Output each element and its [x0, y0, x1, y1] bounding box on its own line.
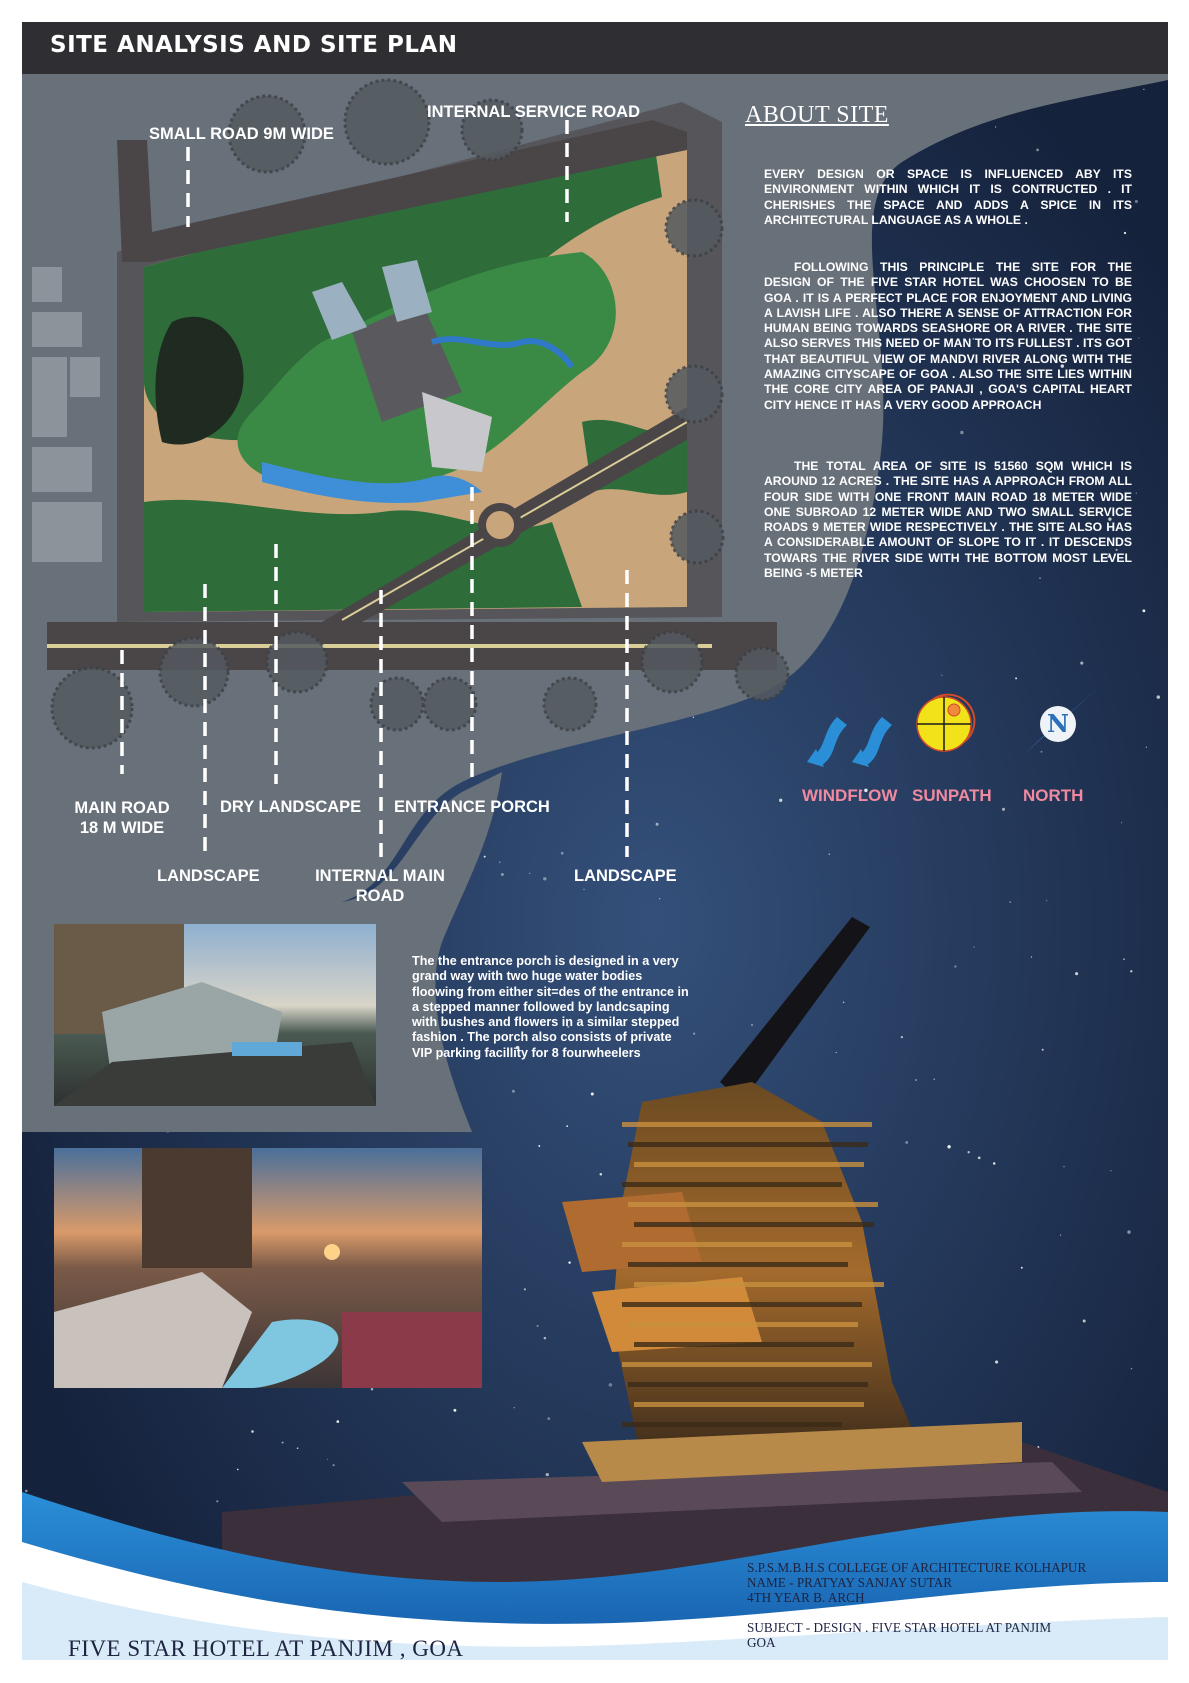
landscape-render-photo [54, 1148, 482, 1388]
page-title: SITE ANALYSIS AND SITE PLAN [50, 32, 458, 58]
college-name: S.P.S.M.B.H.S COLLEGE OF ARCHITECTURE KOLHAPUR [747, 1560, 1087, 1575]
label-internal-main-road-line2: ROAD [355, 887, 405, 905]
label-main-road-line1: MAIN ROAD [74, 799, 170, 817]
header-bar [22, 22, 1168, 74]
project-title: FIVE STAR HOTEL AT PANJIM , GOA [68, 1636, 464, 1660]
about-paragraph-2: FOLLOWING THIS PRINCIPLE THE SITE FOR THE DESIGN OF THE FIVE STAR HOTEL WAS CHOOSEN TO BE GOA . IT IS A PERFECT PLACE FOR ENJOYMENT AND LIVING A LAVISH LIFE . ALSO THERE A SENSE OF ATTRACTION FOR HUMAN BEING TOWARDS SEASHORE OR A RIVER . THE SITE ALSO SERVES THIS NEED OF MAN TO ITS FULLEST . ITS GOT THAT BEAUTIFUL VIEW OF MANDVI RIVER ALONG WITH THE AMAZING CITYSCAPE OF GOA . ALSO THE SITE LIES WITHIN THE CORE CITY AREA OF PANAJI , GOA'S CAPITAL HEART CITY HENCE IT HAS A VERY GOOD APPROACH [764, 260, 1132, 412]
label-entrance-porch: ENTRANCE PORCH [394, 798, 550, 816]
author-block [747, 1560, 1086, 1650]
svg-text:N: N [1047, 709, 1069, 738]
student-year: 4TH YEAR B. ARCH [747, 1590, 865, 1605]
about-site-title: ABOUT SITE [745, 102, 889, 128]
label-main-road-line2: 18 M WIDE [79, 819, 165, 837]
label-landscape-right: LANDSCAPE [574, 867, 677, 885]
legend-north-label: NORTH [1023, 786, 1084, 805]
label-internal-service-road: INTERNAL SERVICE ROAD [427, 103, 641, 121]
label-internal-main-road-line1: INTERNAL MAIN [315, 867, 445, 885]
subject-line-1: SUBJECT - DESIGN . FIVE STAR HOTEL AT PANJIM [747, 1620, 1052, 1635]
student-name: NAME - PRATYAY SANJAY SUTAR [747, 1575, 953, 1590]
about-paragraph-3: THE TOTAL AREA OF SITE IS 51560 SQM WHICH IS AROUND 12 ACRES . THE SITE HAS A APPROACH FROM ALL FOUR SIDE WITH ONE FRONT MAIN ROAD 18 METER WIDE ONE SUBROAD 12 METER WIDE AND TWO SMALL SERVICE ROADS 9 METER WIDE RESPECTIVELY . THE SITE ALSO HAS A CONSIDERABLE AMOUNT OF SLOPE TO IT . IT DESCENDS TOWARS THE RIVER SIDE WITH THE BOTTOM MOST LEVEL BEING -5 METER [764, 459, 1132, 581]
presentation-sheet [22, 22, 1168, 1660]
label-small-road: SMALL ROAD 9M WIDE [149, 125, 334, 143]
label-internal-main-road [309, 866, 451, 906]
legend-sunpath-label: SUNPATH [912, 786, 992, 805]
legend-windflow-label: WINDFLOW [802, 786, 898, 805]
label-landscape-left: LANDSCAPE [157, 867, 260, 885]
about-paragraph-1: EVERY DESIGN OR SPACE IS INFLUENCED ABY ITS ENVIRONMENT WITHIN WHICH IT IS CONTRUCTED . IT CHERISHES THE SPACE AND ADDS A SPICE IN ITS ARCHITECTURAL LANGUAGE AS A WHOLE . [764, 167, 1132, 227]
label-dry-landscape: DRY LANDSCAPE [220, 798, 362, 816]
porch-render-photo [54, 924, 376, 1106]
label-main-road [70, 798, 174, 838]
site-plan [32, 102, 777, 670]
porch-description: The the entrance porch is designed in a very grand way with two huge water bodies floowing from either sit=des of the entrance in a stepped manner followed by landcsaping with bushes and flowers in a similar stepped fashion . The porch also consists of private VIP parking facillity for 8 fourwheelers [412, 954, 689, 1060]
subject-line-2: GOA [747, 1635, 776, 1650]
